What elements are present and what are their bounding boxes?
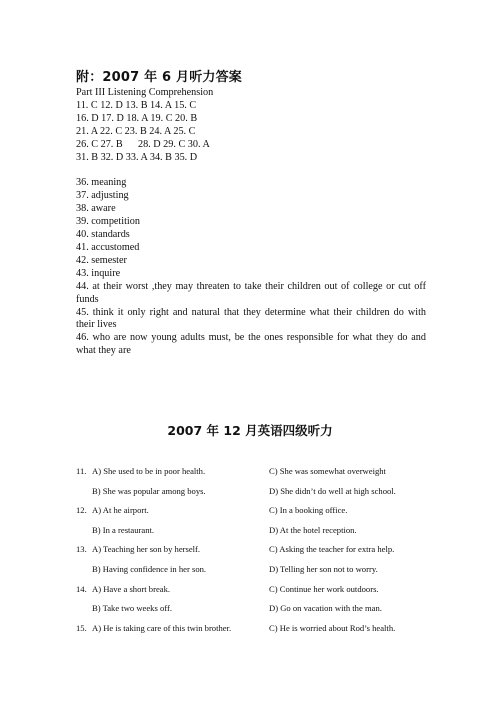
question-row	[76, 466, 446, 486]
option-right: D) Go on vacation with the man.	[269, 603, 382, 614]
question-list	[76, 466, 446, 642]
question-number: 15.	[76, 622, 87, 633]
answer-line: 31. B 32. D 33. A 34. B 35. D	[76, 151, 198, 163]
answers-heading: 附：2007 年 6 月听力答案	[76, 70, 243, 85]
dictation-line: 38. aware	[76, 203, 116, 215]
option-left: B) In a restaurant.	[92, 524, 155, 535]
question-number: 13.	[76, 544, 87, 555]
option-left: B) Having confidence in her son.	[92, 563, 207, 574]
dictation-line: 42. semester	[76, 254, 127, 266]
option-left: B) She was popular among boys.	[92, 485, 206, 496]
option-left: A) He is taking care of this twin brother.	[92, 622, 232, 633]
question-number: 14.	[76, 583, 87, 594]
answer-line: Part III Listening Comprehension	[76, 87, 214, 98]
spacer	[76, 164, 426, 177]
question-row	[76, 584, 446, 604]
dictation-line: 39. competition	[76, 216, 140, 228]
question-number: 11.	[76, 466, 87, 476]
option-right: D) Telling her son not to worry.	[269, 563, 378, 574]
exam-heading: 2007 年 12 月英语四级听力	[167, 423, 333, 438]
dictation-line: 36. meaning	[76, 177, 127, 189]
option-left: B) Take two weeks off.	[92, 603, 172, 614]
answer-line: 16. D 17. D 18. A 19. C 20. B	[76, 112, 198, 124]
dictation-line: 40. standards	[76, 229, 130, 241]
option-left: A) Teaching her son by herself.	[92, 544, 201, 555]
option-right: C) He is worried about Rod’s health.	[269, 622, 396, 633]
question-row	[76, 525, 446, 545]
question-row	[76, 603, 446, 623]
answer-line: 11. C 12. D 13. B 14. A 15. C	[76, 99, 197, 111]
dictation-line: 37. adjusting	[76, 190, 129, 202]
answer-key	[76, 87, 426, 358]
option-right: C) Asking the teacher for extra help.	[269, 544, 395, 555]
answer-line: 26. C 27. B 28. D 29. C 30. A	[76, 138, 210, 150]
option-right: D) At the hotel reception.	[269, 524, 357, 535]
question-row	[76, 623, 446, 643]
question-row	[76, 564, 446, 584]
dictation-line: 43. inquire	[76, 267, 121, 279]
dictation-line: 44. at their worst ,they may threaten to take their children out of college or cut off funds	[76, 280, 426, 305]
dictation-line: 45. think it only right and natural that they determine what their children do with their lives	[76, 306, 426, 331]
dictation-line: 41. accustomed	[76, 241, 140, 253]
question-row	[76, 544, 446, 564]
option-left: A) She used to be in poor health.	[92, 466, 206, 476]
question-number: 12.	[76, 505, 87, 516]
option-right: C) She was somewhat overweight	[269, 466, 386, 476]
question-row	[76, 486, 446, 506]
question-row	[76, 505, 446, 525]
option-right: D) She didn’t do well at high school.	[269, 485, 396, 496]
option-left: A) Have a short break.	[92, 583, 171, 594]
dictation-line: 46. who are now young adults must, be the ones responsible for what they do and what they are	[76, 332, 426, 357]
option-left: A) At he airport.	[92, 505, 149, 516]
answer-line: 21. A 22. C 23. B 24. A 25. C	[76, 125, 196, 137]
option-right: C) Continue her work outdoors.	[269, 583, 379, 594]
option-right: C) In a booking office.	[269, 505, 348, 516]
